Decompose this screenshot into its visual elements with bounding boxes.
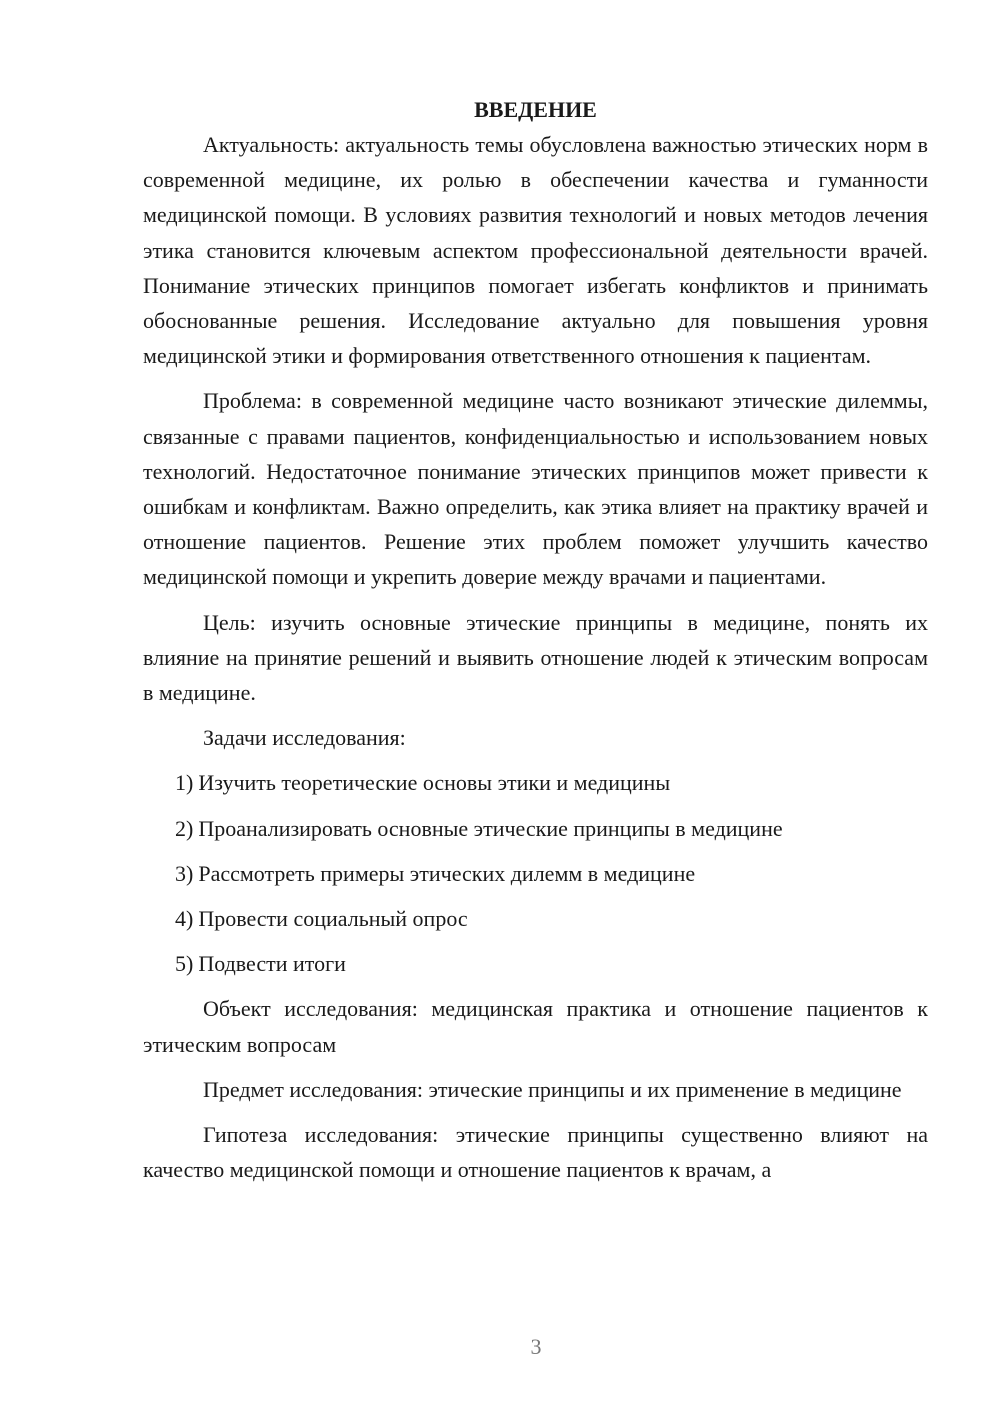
page-content	[143, 92, 928, 1187]
task-item	[143, 765, 928, 800]
task-text: Рассмотреть примеры этических дилемм в медицине	[198, 860, 696, 886]
task-item	[143, 811, 928, 846]
task-number: 1)	[175, 770, 194, 796]
task-item	[143, 856, 928, 891]
task-number: 5)	[175, 951, 194, 977]
task-text: Проанализировать основные этические принципы в медицине	[198, 815, 783, 841]
paragraph-problem: Проблема: в современной медицине часто возникают этические дилеммы, связанные с правами пациентов, конфиденциальностью и использованием новых технологий. Недостаточное понимание этических принципов может привести к ошибкам и конфликтам. Важно определить, как этика влияет на практику врачей и отношение пациентов. Решение этих проблем поможет улучшить качество медицинской помощи и укрепить доверие между врачами и пациентами.	[143, 388, 928, 590]
paragraph-object: Объект исследования: медицинская практика и отношение пациентов к этическим вопросам	[143, 996, 928, 1057]
paragraph-goal: Цель: изучить основные этические принципы в медицине, понять их влияние на принятие решений и выявить отношение людей к этическим вопросам в медицине.	[143, 609, 928, 706]
task-number: 2)	[175, 815, 194, 841]
task-number: 4)	[175, 906, 194, 932]
page-number: 3	[530, 1334, 542, 1359]
paragraph-subject: Предмет исследования: этические принципы и их применение в медицине	[203, 1076, 902, 1102]
task-text: Изучить теоретические основы этики и медицины	[198, 770, 671, 796]
task-text: Провести социальный опрос	[198, 906, 468, 932]
task-item	[143, 901, 928, 936]
tasks-heading: Задачи исследования:	[203, 725, 406, 751]
task-item	[143, 946, 928, 981]
paragraph-relevance: Актуальность: актуальность темы обусловлена важностью этических норм в современной медицине, их ролью в обеспечении качества и гуманности медицинской помощи. В условиях развития технологий и новых методов лечения этика становится ключевым аспектом профессиональной деятельности врачей. Понимание этических принципов помогает избегать конфликтов и принимать обоснованные решения. Исследование актуально для повышения уровня медицинской этики и формирования ответственного отношения к пациентам.	[143, 132, 928, 369]
task-list	[143, 765, 928, 981]
task-number: 3)	[175, 860, 194, 886]
task-text: Подвести итоги	[198, 951, 346, 977]
paragraph-hypothesis: Гипотеза исследования: этические принципы существенно влияют на качество медицинской помощи и отношение пациентов к врачам, а	[143, 1122, 928, 1183]
section-heading: ВВЕДЕНИЕ	[474, 97, 597, 122]
